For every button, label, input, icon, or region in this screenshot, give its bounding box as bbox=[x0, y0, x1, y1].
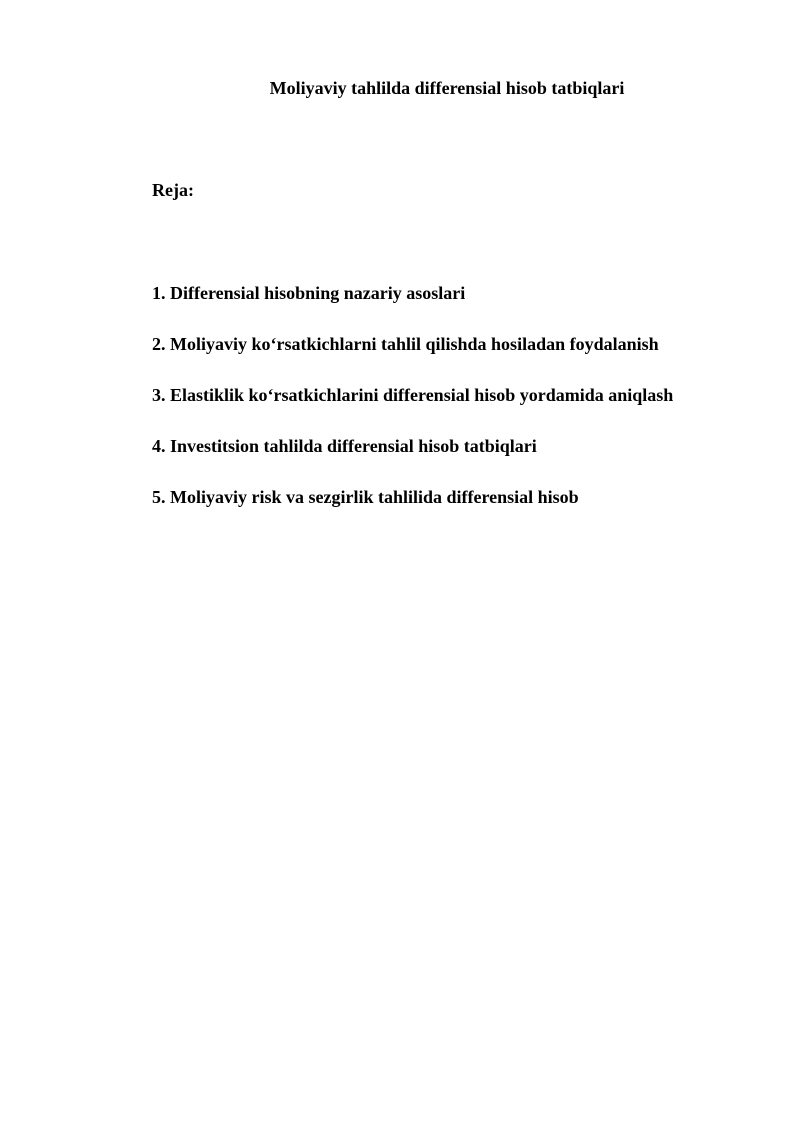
plan-heading: Reja: bbox=[152, 180, 194, 200]
plan-list bbox=[152, 281, 772, 536]
plan-item: 1. Differensial hisobning nazariy asoslari bbox=[152, 283, 466, 303]
document-title: Moliyaviy tahlilda differensial hisob tatbiqlari bbox=[269, 78, 625, 98]
plan-item: 5. Moliyaviy risk va sezgirlik tahlilida differensial hisob bbox=[152, 487, 579, 507]
plan-item: 4. Investitsion tahlilda differensial hisob tatbiqlari bbox=[152, 436, 537, 456]
plan-item: 3. Elastiklik ko‘rsatkichlarini differensial hisob yordamida aniqlash bbox=[152, 385, 674, 405]
plan-item: 2. Moliyaviy ko‘rsatkichlarni tahlil qilishda hosiladan foydalanish bbox=[152, 334, 659, 354]
